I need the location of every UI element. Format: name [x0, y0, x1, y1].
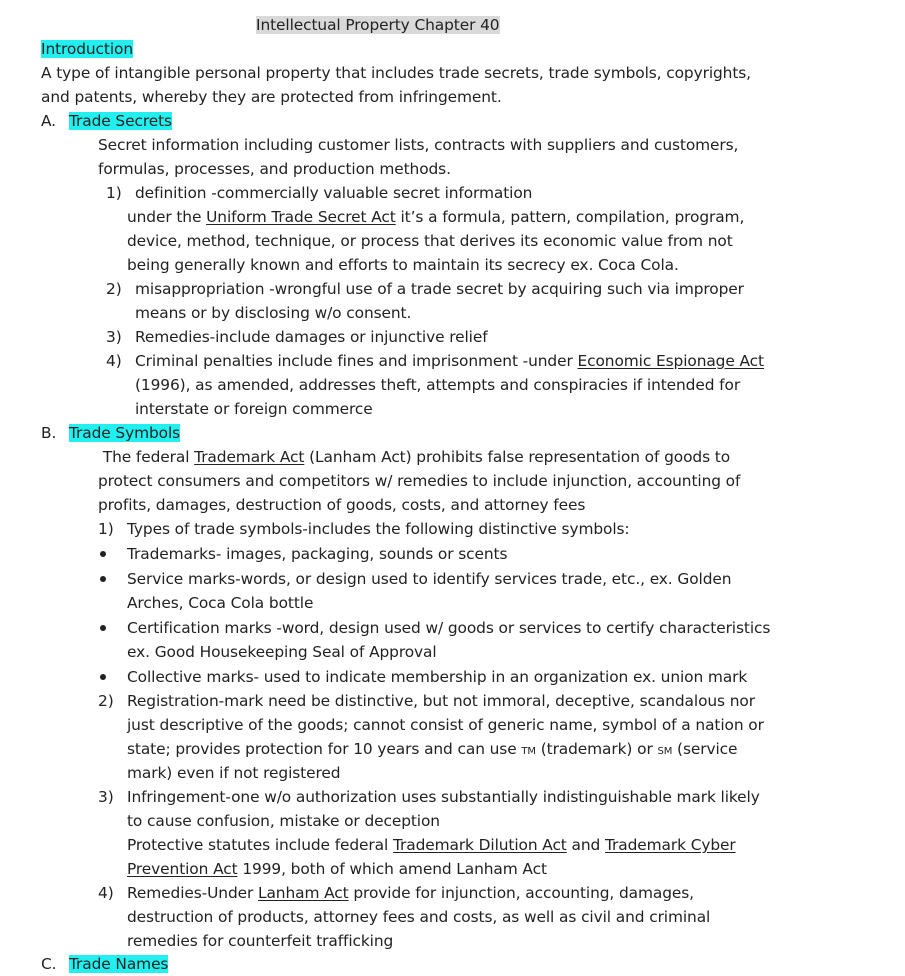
intro-text-line: and patents, whereby they are protected from infringement. — [41, 88, 502, 106]
economic-espionage-act-reference: Economic Espionage Act — [577, 352, 764, 370]
list-item-line: under the Uniform Trade Secret Act it’s a formula, pattern, compilation, program, — [127, 208, 745, 226]
section-c-heading: Trade Names — [69, 955, 169, 973]
list-number: 1) — [106, 184, 122, 202]
intro-heading: Introduction — [41, 40, 134, 58]
section-b-heading: Trade Symbols — [69, 424, 181, 442]
list-number: 3) — [98, 788, 114, 806]
section-c-heading-line — [69, 952, 168, 976]
list-number: 1) — [98, 520, 114, 538]
paragraph-line: protect consumers and competitors w/ remedies to include injunction, accounting of — [98, 472, 741, 490]
bullet-item-line: ex. Good Housekeeping Seal of Approval — [127, 643, 437, 661]
bullet-item-line: Trademarks- images, packaging, sounds or scents — [127, 545, 508, 563]
section-a-heading-line — [69, 109, 172, 133]
list-number: 2) — [106, 280, 122, 298]
section-b-heading-line — [69, 421, 180, 445]
list-item-line: destruction of products, attorney fees and costs, as well as civil and criminal — [127, 908, 711, 926]
bullet-item-line: Certification marks -word, design used w/ goods or services to certify characteristics — [127, 619, 771, 637]
section-c-marker: C. — [41, 955, 57, 973]
section-a-marker: A. — [41, 112, 56, 130]
list-number: 4) — [98, 884, 114, 902]
trademark-cyber-prevention-act-reference: Trademark Cyber — [605, 836, 736, 854]
cutoff-region — [0, 952, 905, 973]
bullet-item-line: Service marks-words, or design used to identify services trade, etc., ex. Golden — [127, 570, 732, 588]
paragraph-line: The federal Trademark Act (Lanham Act) prohibits false representation of goods to — [98, 448, 731, 466]
list-item-line: Types of trade symbols-includes the following distinctive symbols: — [127, 520, 630, 538]
list-item-line: being generally known and efforts to maintain its secrecy ex. Coca Cola. — [127, 256, 679, 274]
bullet-dot — [100, 576, 106, 582]
trademark-dilution-act-reference: Trademark Dilution Act — [392, 836, 567, 854]
bullet-item-line: Collective marks- used to indicate membership in an organization ex. union mark — [127, 668, 748, 686]
list-item-line: misappropriation -wrongful use of a trade secret by acquiring such via improper — [135, 280, 744, 298]
list-item-line: (1996), as amended, addresses theft, attempts and conspiracies if intended for — [135, 376, 741, 394]
intro-text-line: A type of intangible personal property that includes trade secrets, trade symbols, copyrights, — [41, 64, 751, 82]
trademark-act-reference: Trademark Act — [194, 448, 305, 466]
section-b-marker: B. — [41, 424, 57, 442]
list-item-line: Prevention Act 1999, both of which amend Lanham Act — [127, 860, 547, 878]
list-item-line: to cause confusion, mistake or deception — [127, 812, 440, 830]
list-item-line: definition -commercially valuable secret information — [135, 184, 533, 202]
tm-symbol: TM — [521, 746, 536, 757]
intro-heading-line — [41, 37, 133, 61]
section-a-heading: Trade Secrets — [69, 112, 172, 130]
list-number: 4) — [106, 352, 122, 370]
list-item-line: remedies for counterfeit trafficking — [127, 932, 394, 950]
trademark-cyber-prevention-act-reference: Prevention Act — [127, 860, 238, 878]
list-item-line: Infringement-one w/o authorization uses substantially indistinguishable mark likely — [127, 788, 760, 806]
paragraph-line: formulas, processes, and production methods. — [98, 160, 451, 178]
document-title: Intellectual Property Chapter 40 — [256, 16, 500, 34]
list-item-line: device, method, technique, or process that derives its economic value from not — [127, 232, 733, 250]
list-item-line: Remedies-Under Lanham Act provide for injunction, accounting, damages, — [127, 884, 694, 902]
uniform-trade-secret-act-reference: Uniform Trade Secret Act — [206, 208, 396, 226]
bullet-item-line: Arches, Coca Cola bottle — [127, 594, 314, 612]
list-item-line: Criminal penalties include fines and imprisonment -under Economic Espionage Act — [135, 352, 764, 370]
paragraph-line: Secret information including customer lists, contracts with suppliers and customers, — [98, 136, 739, 154]
list-item-line: Protective statutes include federal Trademark Dilution Act and Trademark Cyber — [127, 836, 736, 854]
list-number: 3) — [106, 328, 122, 346]
lanham-act-reference: Lanham Act — [258, 884, 349, 902]
paragraph-line: profits, damages, destruction of goods, costs, and attorney fees — [98, 496, 586, 514]
list-item-line: just descriptive of the goods; cannot consist of generic name, symbol of a nation or — [127, 716, 764, 734]
list-number: 2) — [98, 692, 114, 710]
bullet-dot — [100, 625, 106, 631]
list-item-line: state; provides protection for 10 years and can use TM (trademark) or SM (service — [127, 740, 738, 758]
bullet-dot — [100, 551, 106, 557]
list-item-line: interstate or foreign commerce — [135, 400, 373, 418]
bullet-dot — [100, 674, 106, 680]
list-item-line: Remedies-include damages or injunctive relief — [135, 328, 488, 346]
list-item-line: Registration-mark need be distinctive, but not immoral, deceptive, scandalous nor — [127, 692, 755, 710]
document-title-line — [256, 13, 500, 37]
list-item-line: mark) even if not registered — [127, 764, 341, 782]
sm-symbol: SM — [657, 746, 673, 757]
list-item-line: means or by disclosing w/o consent. — [135, 304, 412, 322]
